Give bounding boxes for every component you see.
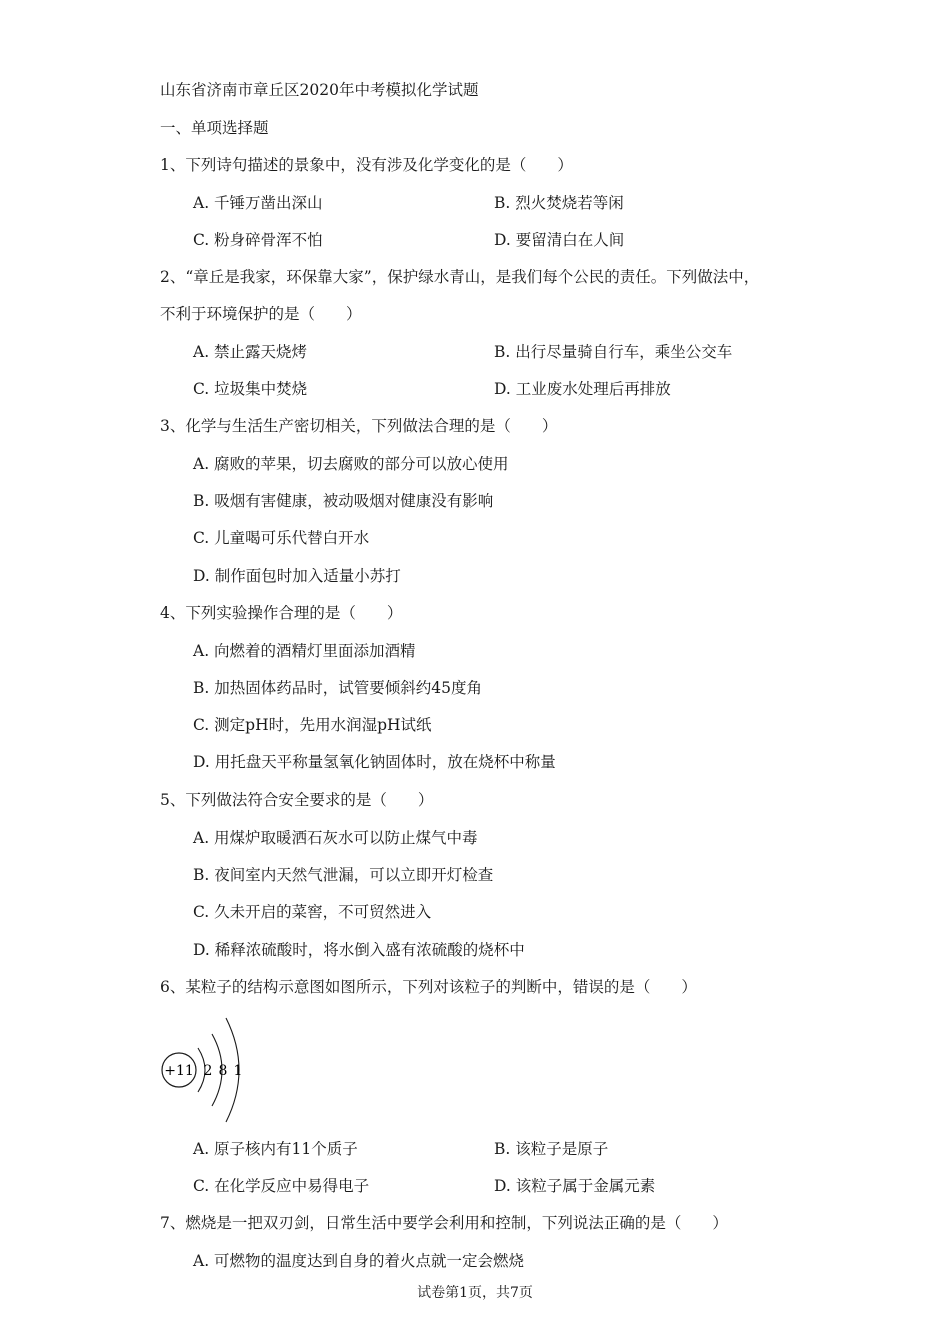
page-footer: 试卷第1页，共7页 [417,1285,533,1301]
nucleus-charge: +11 [164,1063,194,1079]
question-1-option-c: C. 粉身碎骨浑不怕 [193,231,323,249]
question-1-option-b: B. 烈火焚烧若等闲 [494,194,624,212]
question-6-stem: 6、某粒子的结构示意图如图所示，下列对该粒子的判断中，错误的是（ ） [160,978,697,996]
question-3-option-c: C. 儿童喝可乐代替白开水 [193,529,370,547]
atomic-structure-diagram [150,1010,270,1130]
question-2-option-c: C. 垃圾集中焚烧 [193,380,308,398]
shell-2-electrons: 8 [218,1063,228,1079]
question-2-option-d: D. 工业废水处理后再排放 [494,380,671,398]
question-2-option-a: A. 禁止露天烧烤 [193,343,308,361]
question-1-stem: 1、下列诗句描述的景象中，没有涉及化学变化的是（ ） [160,156,573,174]
question-5-option-a: A. 用煤炉取暖洒石灰水可以防止煤气中毒 [193,829,478,847]
question-7-option-a: A. 可燃物的温度达到自身的着火点就一定会燃烧 [193,1252,525,1270]
question-6-option-c: C. 在化学反应中易得电子 [193,1177,370,1195]
question-5-option-c: C. 久未开启的菜窖，不可贸然进入 [193,903,432,921]
question-3-stem: 3、化学与生活生产密切相关，下列做法合理的是（ ） [160,417,558,435]
question-4-option-b: B. 加热固体药品时，试管要倾斜约45度角 [193,679,482,697]
question-4-stem: 4、下列实验操作合理的是（ ） [160,604,403,622]
shell-3-electrons: 1 [233,1063,243,1079]
question-5-stem: 5、下列做法符合安全要求的是（ ） [160,791,434,809]
page-title: 山东省济南市章丘区2020年中考模拟化学试题 [160,81,479,99]
question-5-option-b: B. 夜间室内天然气泄漏，可以立即开灯检查 [193,866,494,884]
question-6-option-a: A. 原子核内有11个质子 [193,1140,358,1158]
question-4-option-c: C. 测定pH时，先用水润湿pH试纸 [193,716,432,734]
shell-1-electrons: 2 [203,1063,213,1079]
section-heading: 一、单项选择题 [160,119,269,137]
question-4-option-a: A. 向燃着的酒精灯里面添加酒精 [193,642,416,660]
question-6-option-b: B. 该粒子是原子 [494,1140,609,1158]
question-1-option-d: D. 要留清白在人间 [494,231,625,249]
question-2-option-b: B. 出行尽量骑自行车，乘坐公交车 [494,343,733,361]
question-3-option-b: B. 吸烟有害健康，被动吸烟对健康没有影响 [193,492,494,510]
question-3-option-d: D. 制作面包时加入适量小苏打 [193,567,401,585]
question-5-option-d: D. 稀释浓硫酸时，将水倒入盛有浓硫酸的烧杯中 [193,941,525,959]
question-3-option-a: A. 腐败的苹果，切去腐败的部分可以放心使用 [193,455,509,473]
question-1-option-a: A. 千锤万凿出深山 [193,194,323,212]
question-2-stem-line-2: 不利于环境保护的是（ ） [160,305,362,323]
question-2-stem-line-1: 2、“章丘是我家，环保靠大家”，保护绿水青山，是我们每个公民的责任。下列做法中， [160,268,760,286]
question-4-option-d: D. 用托盘天平称量氢氧化钠固体时，放在烧杯中称量 [193,753,556,771]
question-7-stem: 7、燃烧是一把双刃剑，日常生活中要学会利用和控制，下列说法正确的是（ ） [160,1214,728,1232]
question-6-option-d: D. 该粒子属于金属元素 [494,1177,656,1195]
